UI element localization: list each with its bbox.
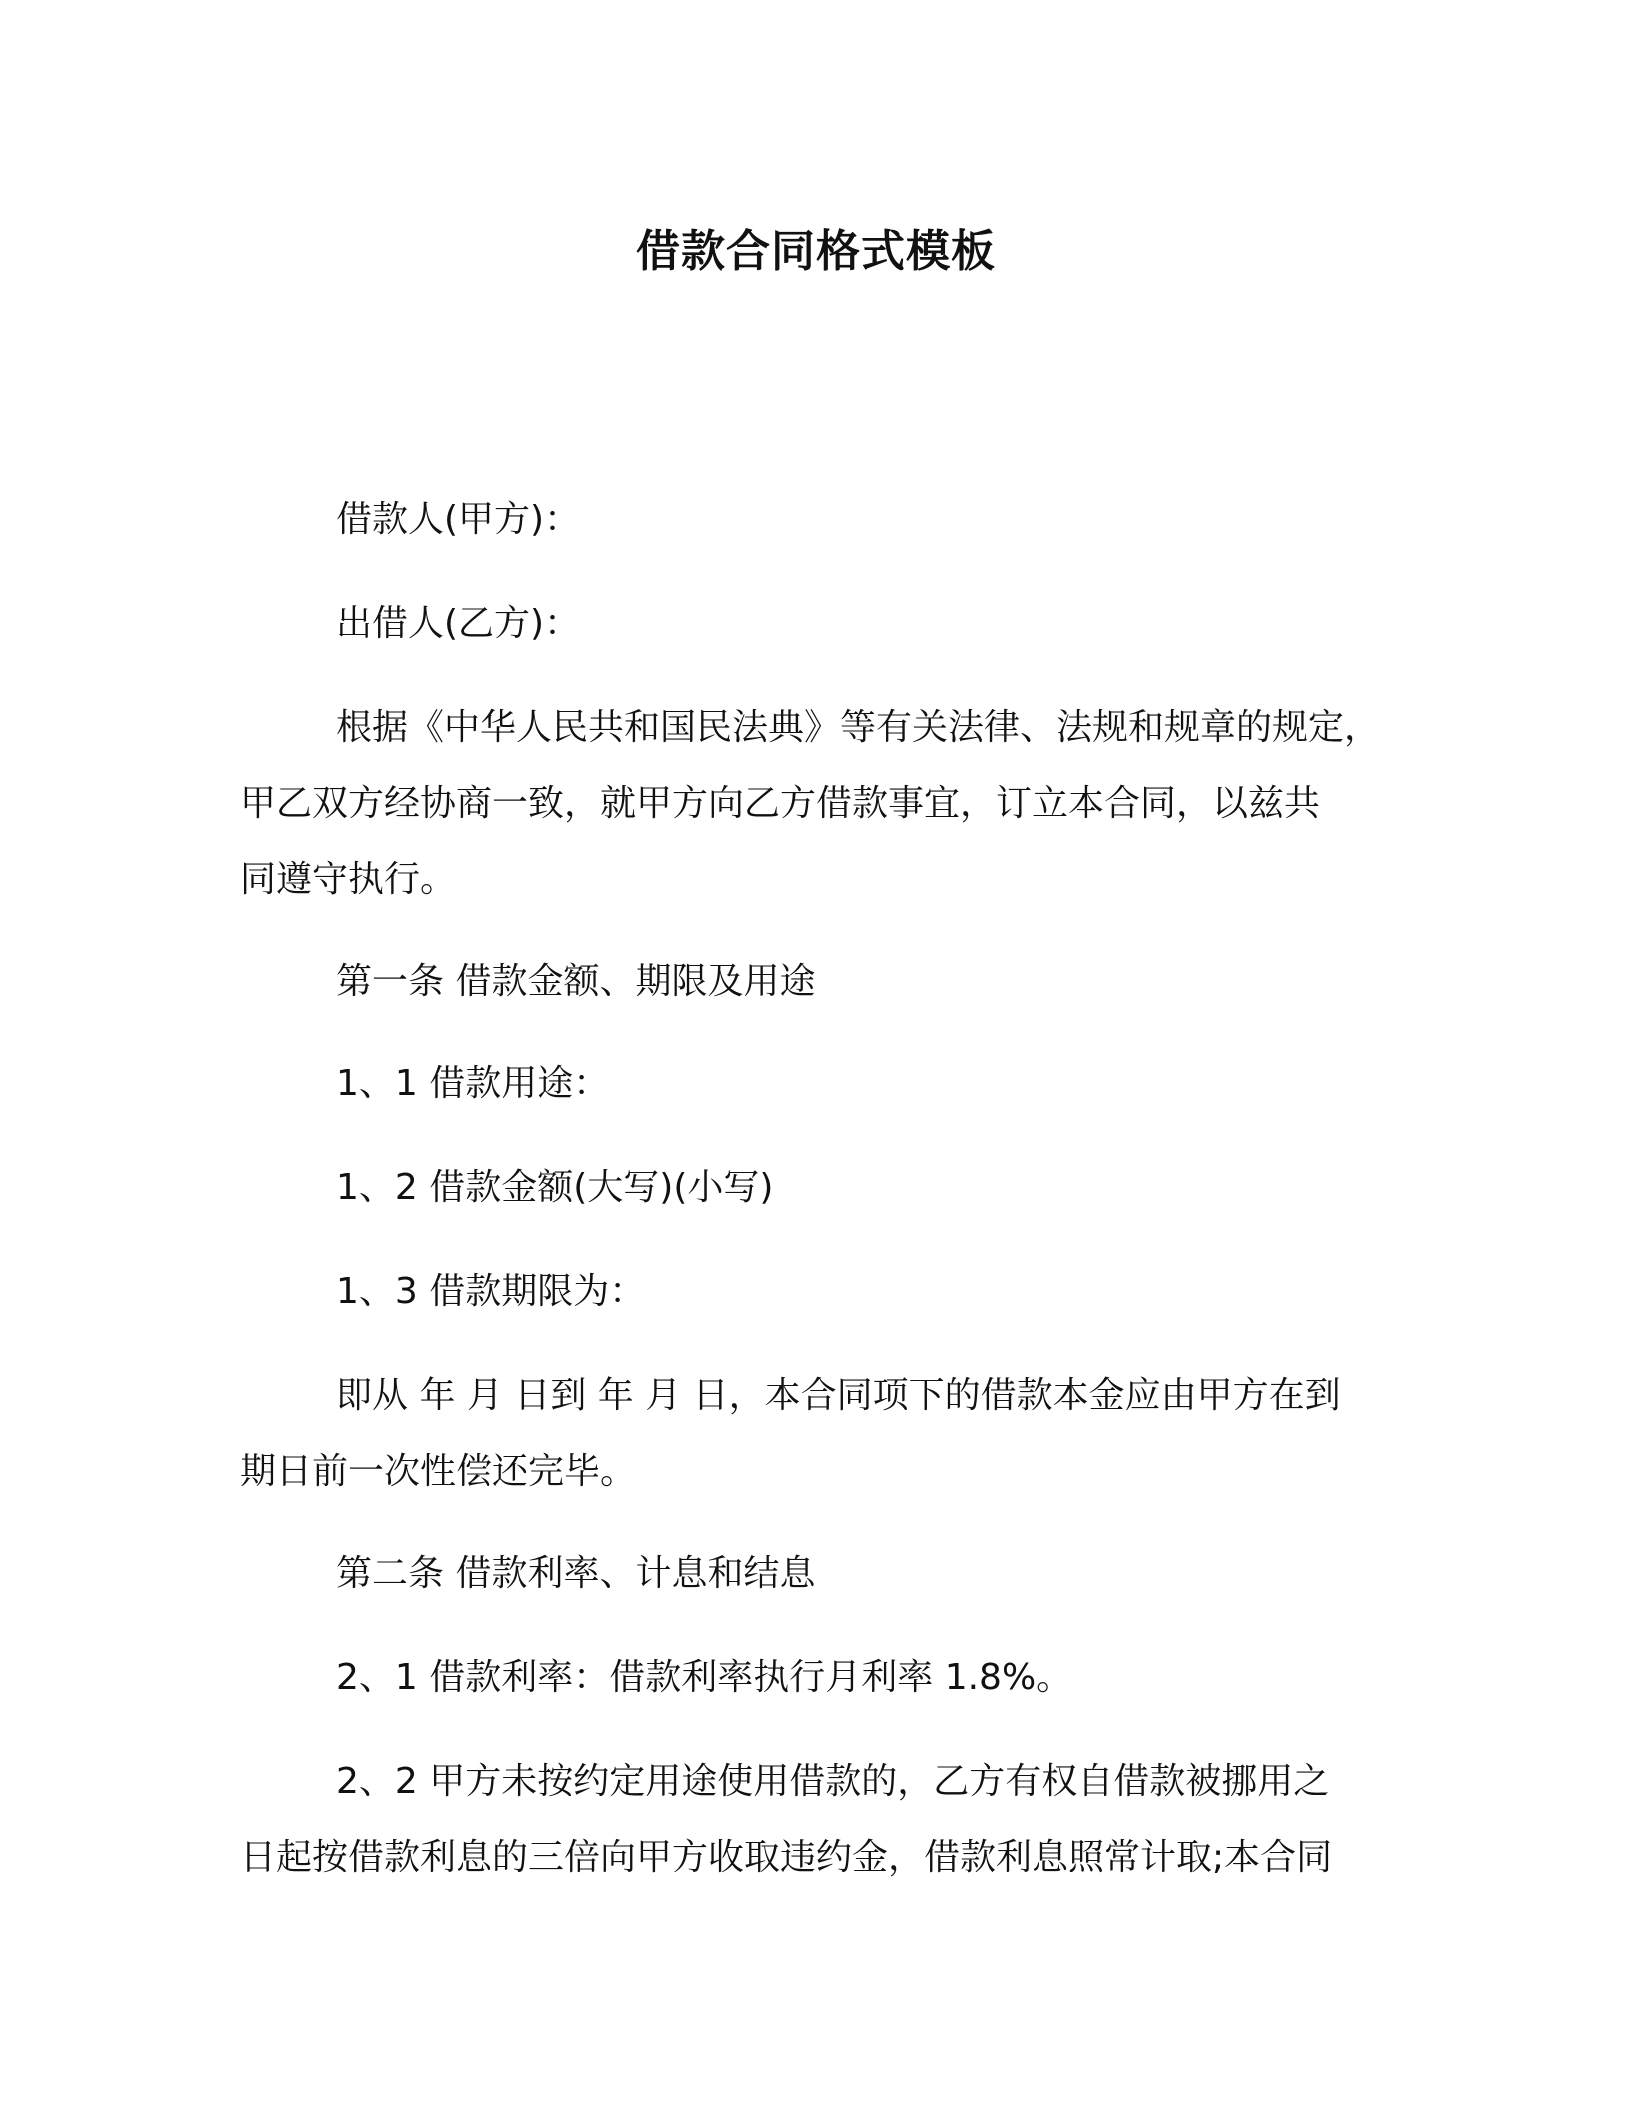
borrower-line [240, 482, 1390, 558]
paragraph-line: 即从 年 月 日到 年 月 日，本合同项下的借款本金应由甲方在到 [336, 1375, 1341, 1416]
article-1-heading [240, 944, 1390, 1020]
article-2-heading [240, 1536, 1390, 1612]
paragraph-line: 甲乙双方经协商一致，就甲方向乙方借款事宜，订立本合同，以兹共 [240, 783, 1321, 824]
paragraph-line: 1、2 借款金额(大写)(小写) [336, 1167, 774, 1208]
preamble-paragraph [240, 690, 1390, 918]
paragraph-line: 2、2 甲方未按约定用途使用借款的，乙方有权自借款被挪用之 [336, 1761, 1330, 1802]
clause-1-3 [240, 1254, 1390, 1330]
paragraph-line: 第一条 借款金额、期限及用途 [336, 961, 816, 1002]
paragraph-line: 2、1 借款利率：借款利率执行月利率 1.8%。 [336, 1657, 1073, 1698]
lender-line [240, 586, 1390, 662]
paragraph-line: 1、1 借款用途： [336, 1063, 610, 1104]
document-title: 借款合同格式模板 [636, 226, 996, 277]
clause-1-2 [240, 1150, 1390, 1226]
clause-2-1 [240, 1640, 1390, 1716]
paragraph-line: 出借人(乙方)： [336, 603, 581, 644]
clause-2-2 [240, 1744, 1390, 1896]
paragraph-line: 借款人(甲方)： [336, 499, 581, 540]
paragraph-line: 1、3 借款期限为： [336, 1271, 646, 1312]
paragraph-line: 期日前一次性偿还完毕。 [240, 1451, 637, 1492]
paragraph-line: 日起按借款利息的三倍向甲方收取违约金，借款利息照常计取;本合同 [240, 1837, 1333, 1878]
clause-1-1 [240, 1046, 1390, 1122]
paragraph-line: 根据《中华人民共和国民法典》等有关法律、法规和规章的规定， [336, 707, 1381, 748]
paragraph-line: 第二条 借款利率、计息和结息 [336, 1553, 816, 1594]
paragraph-line: 同遵守执行。 [240, 859, 457, 900]
term-paragraph [240, 1358, 1390, 1510]
